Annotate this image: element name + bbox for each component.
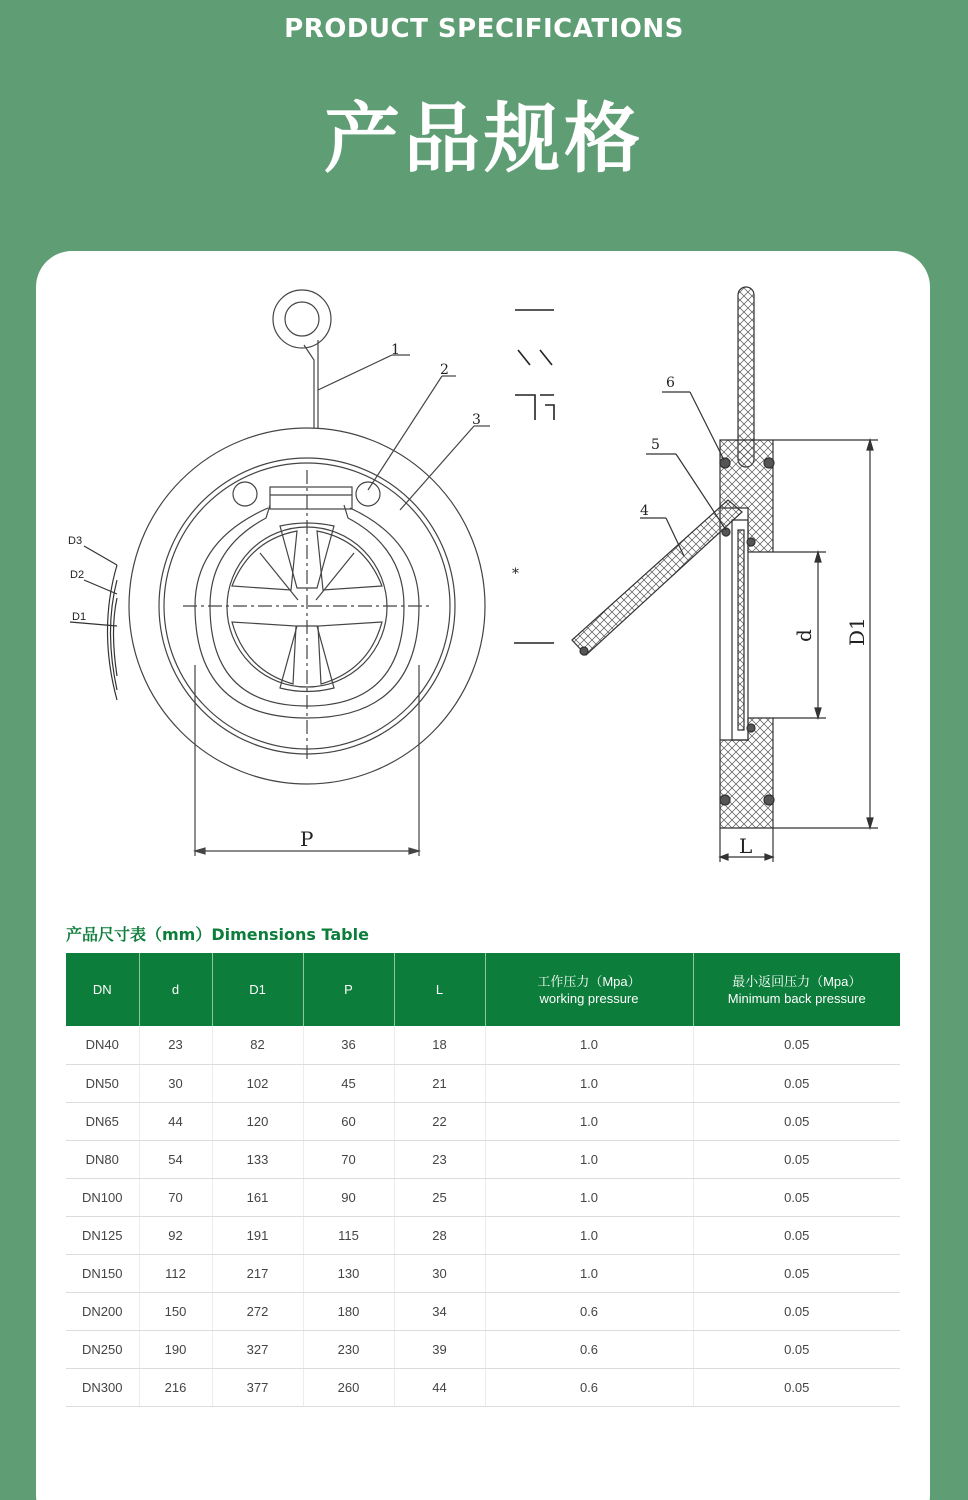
table-cell: 36 bbox=[303, 1026, 394, 1064]
front-label-2: 2 bbox=[440, 362, 449, 378]
table-cell: 1.0 bbox=[485, 1102, 693, 1140]
table-row bbox=[66, 1064, 900, 1102]
table-header-cell bbox=[139, 953, 212, 1026]
header-label-en: Minimum back pressure bbox=[727, 990, 866, 1006]
table-row bbox=[66, 1254, 900, 1292]
table-cell: 54 bbox=[139, 1140, 212, 1178]
table-header-row bbox=[66, 953, 900, 1026]
side-view bbox=[572, 287, 878, 862]
table-cell: 0.05 bbox=[693, 1102, 900, 1140]
flange-label-d2: D2 bbox=[70, 569, 85, 581]
table-cell: 180 bbox=[303, 1292, 394, 1330]
page-title-en: PRODUCT SPECIFICATIONS bbox=[284, 14, 684, 44]
table-cell: DN40 bbox=[66, 1026, 139, 1064]
table-cell: DN100 bbox=[66, 1178, 139, 1216]
table-row bbox=[66, 1368, 900, 1406]
table-cell: 23 bbox=[139, 1026, 212, 1064]
side-label-5: 5 bbox=[651, 437, 660, 453]
table-cell: 23 bbox=[394, 1140, 485, 1178]
table-cell: 161 bbox=[212, 1178, 303, 1216]
header-label: D1 bbox=[249, 982, 266, 997]
table-cell: 21 bbox=[394, 1064, 485, 1102]
dimensions-table bbox=[66, 953, 900, 1407]
table-cell: 28 bbox=[394, 1216, 485, 1254]
table-cell: 0.05 bbox=[693, 1064, 900, 1102]
middle-marks bbox=[514, 310, 554, 643]
table-cell: 0.05 bbox=[693, 1026, 900, 1064]
side-label-6: 6 bbox=[666, 375, 675, 391]
table-cell: 0.05 bbox=[693, 1216, 900, 1254]
table-cell: 30 bbox=[139, 1064, 212, 1102]
table-cell: 1.0 bbox=[485, 1064, 693, 1102]
front-view bbox=[129, 290, 490, 856]
table-header-cell bbox=[66, 953, 139, 1026]
table-cell: 22 bbox=[394, 1102, 485, 1140]
table-cell: 25 bbox=[394, 1178, 485, 1216]
table-header-cell bbox=[212, 953, 303, 1026]
table-cell: DN125 bbox=[66, 1216, 139, 1254]
table-header-cell bbox=[693, 953, 900, 1026]
table-cell: DN80 bbox=[66, 1140, 139, 1178]
header-label-en: working pressure bbox=[539, 990, 639, 1006]
dim-label-l: L bbox=[739, 834, 753, 858]
table-row bbox=[66, 1102, 900, 1140]
flange-label-d1: D1 bbox=[72, 611, 87, 623]
table-cell: 150 bbox=[139, 1292, 212, 1330]
front-label-3: 3 bbox=[472, 412, 481, 428]
table-cell: DN150 bbox=[66, 1254, 139, 1292]
table-cell: DN300 bbox=[66, 1368, 139, 1406]
star-mark: * bbox=[512, 566, 519, 582]
page-title-cn: 产品规格 bbox=[324, 94, 644, 183]
table-cell: 115 bbox=[303, 1216, 394, 1254]
table-cell: DN250 bbox=[66, 1330, 139, 1368]
table-cell: 272 bbox=[212, 1292, 303, 1330]
table-body bbox=[66, 1026, 900, 1406]
header-label: L bbox=[435, 982, 444, 997]
table-header-cell bbox=[303, 953, 394, 1026]
flange-label-d3: D3 bbox=[68, 535, 83, 547]
table-header-cell bbox=[485, 953, 693, 1026]
table-cell: DN200 bbox=[66, 1292, 139, 1330]
table-cell: 1.0 bbox=[485, 1254, 693, 1292]
table-row bbox=[66, 1216, 900, 1254]
table-cell: 44 bbox=[394, 1368, 485, 1406]
table-caption: 产品尺寸表（mm）Dimensions Table bbox=[66, 925, 369, 944]
table-cell: 34 bbox=[394, 1292, 485, 1330]
table-cell: 112 bbox=[139, 1254, 212, 1292]
table-cell: 260 bbox=[303, 1368, 394, 1406]
table-row bbox=[66, 1292, 900, 1330]
table-cell: 0.05 bbox=[693, 1140, 900, 1178]
table-cell: 0.05 bbox=[693, 1178, 900, 1216]
table-cell: 30 bbox=[394, 1254, 485, 1292]
table-cell: DN65 bbox=[66, 1102, 139, 1140]
table-cell: 70 bbox=[303, 1140, 394, 1178]
dim-label-p: P bbox=[300, 827, 314, 851]
table-cell: DN50 bbox=[66, 1064, 139, 1102]
table-cell: 70 bbox=[139, 1178, 212, 1216]
table-cell: 44 bbox=[139, 1102, 212, 1140]
table-cell: 120 bbox=[212, 1102, 303, 1140]
table-cell: 0.05 bbox=[693, 1330, 900, 1368]
table-row bbox=[66, 1140, 900, 1178]
table-cell: 191 bbox=[212, 1216, 303, 1254]
header-label: 工作压力（Mpa） bbox=[537, 973, 641, 989]
side-label-4: 4 bbox=[640, 503, 649, 519]
table-cell: 130 bbox=[303, 1254, 394, 1292]
table-cell: 0.05 bbox=[693, 1368, 900, 1406]
table-cell: 1.0 bbox=[485, 1140, 693, 1178]
table-cell: 377 bbox=[212, 1368, 303, 1406]
table-cell: 60 bbox=[303, 1102, 394, 1140]
table-row bbox=[66, 1178, 900, 1216]
table-cell: 133 bbox=[212, 1140, 303, 1178]
dim-label-d: d bbox=[792, 629, 816, 642]
table-cell: 1.0 bbox=[485, 1026, 693, 1064]
table-cell: 92 bbox=[139, 1216, 212, 1254]
table-header-cell bbox=[394, 953, 485, 1026]
table-cell: 82 bbox=[212, 1026, 303, 1064]
front-label-1: 1 bbox=[391, 342, 400, 358]
table-cell: 102 bbox=[212, 1064, 303, 1102]
table-cell: 18 bbox=[394, 1026, 485, 1064]
table-cell: 0.05 bbox=[693, 1292, 900, 1330]
table-cell: 1.0 bbox=[485, 1216, 693, 1254]
table-cell: 217 bbox=[212, 1254, 303, 1292]
table-cell: 90 bbox=[303, 1178, 394, 1216]
dim-label-d1: D1 bbox=[845, 617, 869, 646]
table-cell: 45 bbox=[303, 1064, 394, 1102]
table-cell: 0.6 bbox=[485, 1368, 693, 1406]
header-label: DN bbox=[92, 982, 112, 997]
header-label: P bbox=[344, 982, 353, 997]
header-label: 最小返回压力（Mpa） bbox=[732, 973, 862, 989]
table-cell: 1.0 bbox=[485, 1178, 693, 1216]
table-cell: 230 bbox=[303, 1330, 394, 1368]
table-cell: 0.6 bbox=[485, 1330, 693, 1368]
table-row bbox=[66, 1330, 900, 1368]
table-row bbox=[66, 1026, 900, 1064]
table-cell: 216 bbox=[139, 1368, 212, 1406]
table-cell: 327 bbox=[212, 1330, 303, 1368]
header-label: d bbox=[171, 982, 180, 997]
table-cell: 190 bbox=[139, 1330, 212, 1368]
table-cell: 39 bbox=[394, 1330, 485, 1368]
table-cell: 0.6 bbox=[485, 1292, 693, 1330]
table-cell: 0.05 bbox=[693, 1254, 900, 1292]
